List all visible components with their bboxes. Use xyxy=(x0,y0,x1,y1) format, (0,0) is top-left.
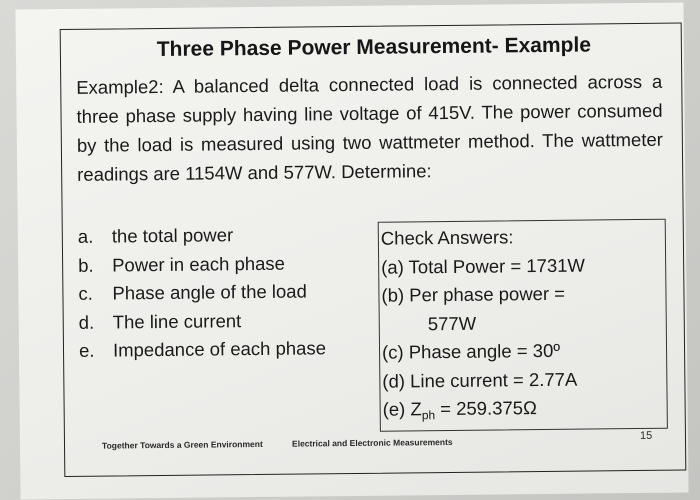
list-item xyxy=(79,305,377,337)
list-item xyxy=(78,248,376,280)
answer-b-value: 577W xyxy=(427,312,477,334)
footer-left: Together Towards a Green Environment xyxy=(101,438,263,451)
answer-a: (a) Total Power = 1731W xyxy=(381,254,586,278)
answer-e-prefix: (e) Z xyxy=(382,398,422,420)
page-number: 15 xyxy=(639,429,653,442)
answer-b: (b) Per phase power = xyxy=(381,282,566,306)
answers-heading: Check Answers: xyxy=(380,226,514,249)
footer-center: Electrical and Electronic Measurements xyxy=(291,436,453,449)
item-text: Power in each phase xyxy=(112,252,286,276)
answer-e-value: = 259.375Ω xyxy=(434,397,537,420)
list-item xyxy=(79,334,377,366)
answer-e-subscript: ph xyxy=(421,408,436,423)
answers-box xyxy=(378,219,668,432)
item-label: a. xyxy=(77,225,94,247)
item-label: e. xyxy=(78,339,95,361)
item-label: d. xyxy=(78,311,95,333)
question-list xyxy=(78,220,377,366)
item-label: b. xyxy=(78,254,94,276)
item-text: The line current xyxy=(112,309,242,333)
slide xyxy=(15,3,688,500)
problem-statement: Example2: A balanced delta connected load is connected across a three phase supply having line voltage of 415V. The power consumed by the load is measured using two wattmeter method. The wattmeter readings are 1154W and 577W. Determine: xyxy=(76,70,663,185)
answer-c: (c) Phase angle = 30º xyxy=(381,339,561,363)
item-text: Phase angle of the load xyxy=(112,280,307,304)
list-item xyxy=(78,277,376,309)
list-item xyxy=(78,220,376,252)
answer-d: (d) Line current = 2.77A xyxy=(382,368,578,392)
answer-e xyxy=(383,393,667,430)
item-label: c. xyxy=(78,282,93,304)
item-text: the total power xyxy=(111,224,234,247)
slide-title: Three Phase Power Measurement- Example xyxy=(156,33,592,62)
item-text: Impedance of each phase xyxy=(112,337,327,361)
